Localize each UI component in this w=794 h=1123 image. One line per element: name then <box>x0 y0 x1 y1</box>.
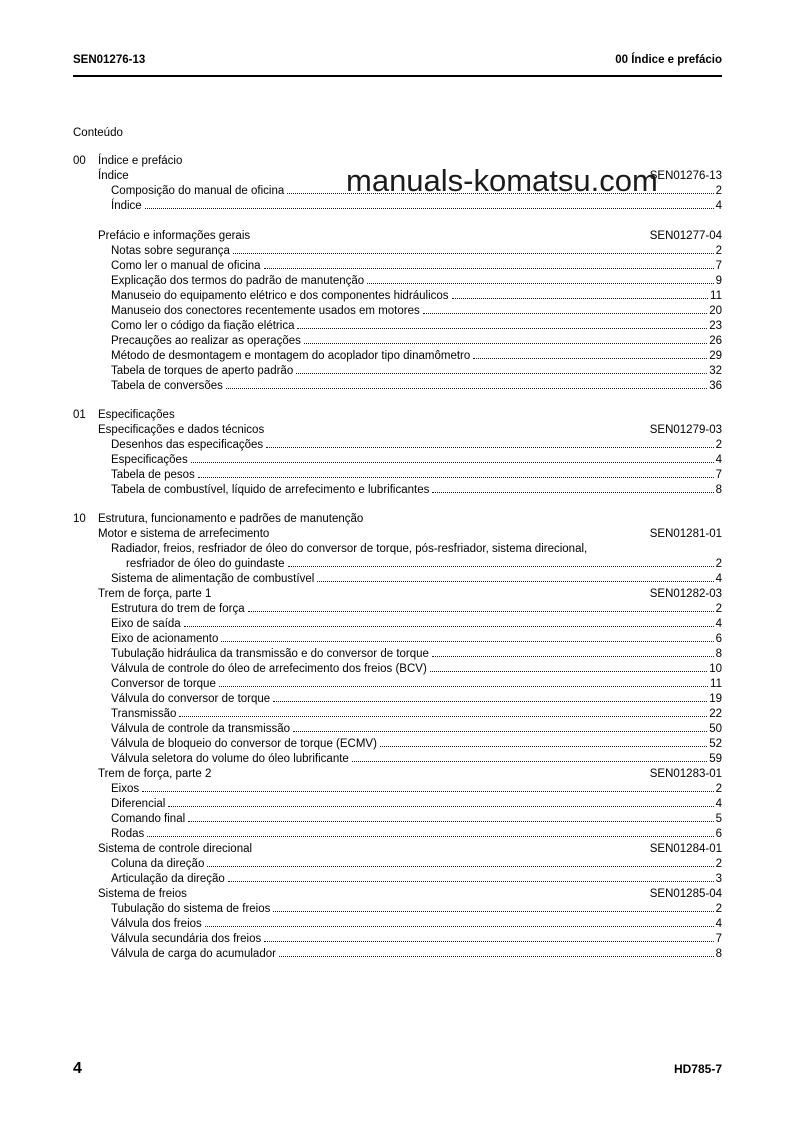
entry-label: Eixo de saída <box>111 618 181 630</box>
watermark-text: manuals-komatsu.com <box>346 163 658 198</box>
entry-page-number: 8 <box>715 648 722 660</box>
toc-entry <box>98 334 722 349</box>
chapter-title: Especificações <box>98 409 175 421</box>
toc-section <box>73 842 722 887</box>
section-heading <box>98 767 722 782</box>
dot-leader <box>145 208 714 209</box>
dot-leader <box>264 941 713 942</box>
section-heading <box>98 229 722 244</box>
entry-label: Válvula de carga do acumulador <box>111 948 276 960</box>
section-code: SEN01284-01 <box>649 843 722 855</box>
dot-leader <box>296 373 707 374</box>
chapter-number: 10 <box>73 513 86 525</box>
toc-entry <box>98 782 722 797</box>
dot-leader <box>367 283 713 284</box>
section-title: Especificações e dados técnicos <box>98 424 265 436</box>
entry-page-number: 2 <box>715 903 722 915</box>
entry-page-number: 2 <box>715 245 722 257</box>
toc-entry <box>98 872 722 887</box>
chapter-number: 01 <box>73 409 86 421</box>
entry-page-number: 22 <box>709 708 722 720</box>
toc-entry <box>98 737 722 752</box>
entry-page-number: 2 <box>715 558 722 570</box>
entry-label: Diferencial <box>111 798 166 810</box>
dot-leader <box>168 806 713 807</box>
toc-entry <box>98 677 722 692</box>
toc-entry <box>98 364 722 379</box>
section-title: Sistema de controle direcional <box>98 843 253 855</box>
dot-leader <box>317 581 713 582</box>
entry-page-number: 6 <box>715 828 722 840</box>
entry-page-number: 4 <box>715 573 722 585</box>
entry-label: resfriador de óleo do guindaste <box>126 558 285 570</box>
dot-leader <box>380 746 707 747</box>
dot-leader <box>147 836 713 837</box>
entry-label: Índice <box>111 200 142 212</box>
dot-leader <box>352 761 707 762</box>
footer-model-code: HD785-7 <box>673 1062 722 1076</box>
section-heading <box>98 842 722 857</box>
entry-page-number: 10 <box>709 663 722 675</box>
toc-entry <box>98 274 722 289</box>
entry-page-number: 4 <box>715 454 722 466</box>
section-title: Prefácio e informações gerais <box>98 230 251 242</box>
toc-entry <box>98 722 722 737</box>
entry-label: Eixos <box>111 783 140 795</box>
entry-page-number: 4 <box>715 200 722 212</box>
entry-page-number: 19 <box>709 693 722 705</box>
entry-label: Tubulação do sistema de freios <box>111 903 271 915</box>
entry-label: Método de desmontagem e montagem do acoplador tipo dinamômetro <box>111 350 471 362</box>
toc-entry <box>98 932 722 947</box>
entry-label: Válvula secundária dos freios <box>111 933 262 945</box>
toc-entry <box>98 707 722 722</box>
dot-leader <box>179 716 707 717</box>
toc-section <box>73 587 722 767</box>
section-code: SEN01283-01 <box>649 768 722 780</box>
dot-leader <box>264 268 714 269</box>
toc-entry <box>98 857 722 872</box>
entry-page-number: 4 <box>715 618 722 630</box>
entry-page-number: 26 <box>709 335 722 347</box>
toc-section <box>73 767 722 842</box>
entry-label: Articulação da direção <box>111 873 225 885</box>
entry-page-number: 2 <box>715 783 722 795</box>
entry-page-number: 2 <box>715 185 722 197</box>
entry-label: Tabela de combustível, líquido de arrefecimento e lubrificantes <box>111 484 430 496</box>
entry-page-number: 11 <box>710 290 722 302</box>
entry-label: Desenhos das especificações <box>111 439 264 451</box>
dot-leader <box>304 343 707 344</box>
toc-section <box>73 229 722 394</box>
toc-entry <box>98 947 722 962</box>
dot-leader <box>188 821 713 822</box>
toc-entry <box>98 662 722 677</box>
dot-leader <box>191 462 714 463</box>
dot-leader <box>221 641 713 642</box>
section-title: Motor e sistema de arrefecimento <box>98 528 270 540</box>
section-code: SEN01276-13 <box>649 170 722 182</box>
toc-entry <box>98 319 722 334</box>
page-header <box>73 53 722 77</box>
section-code: SEN01285-04 <box>649 888 722 900</box>
dot-leader <box>452 298 709 299</box>
section-title: Trem de força, parte 2 <box>98 768 212 780</box>
toc-entry <box>98 752 722 767</box>
entry-label: Especificações <box>111 454 188 466</box>
section-title: Trem de força, parte 1 <box>98 588 212 600</box>
chapter-heading <box>73 408 722 423</box>
entry-page-number: 8 <box>715 484 722 496</box>
entry-label: Tabela de pesos <box>111 469 195 481</box>
entry-page-number: 3 <box>715 873 722 885</box>
entry-label: Precauções ao realizar as operações <box>111 335 301 347</box>
entry-label: Composição do manual de oficina <box>111 185 285 197</box>
entry-label: Coluna da direção <box>111 858 205 870</box>
dot-leader <box>248 611 714 612</box>
chapter-title: Índice e prefácio <box>98 155 183 167</box>
section-title: Índice <box>98 170 129 182</box>
entry-label: Sistema de alimentação de combustível <box>111 573 315 585</box>
dot-leader <box>142 791 713 792</box>
dot-leader <box>288 566 714 567</box>
dot-leader <box>273 911 713 912</box>
section-code: SEN01279-03 <box>649 424 722 436</box>
entry-label: Conversor de torque <box>111 678 216 690</box>
toc-entry <box>98 602 722 617</box>
dot-leader <box>219 686 708 687</box>
dot-leader <box>184 626 714 627</box>
entry-label: Como ler o código da fiação elétrica <box>111 320 295 332</box>
section-heading <box>98 423 722 438</box>
entry-page-number: 4 <box>715 918 722 930</box>
contents-title: Conteúdo <box>73 127 123 139</box>
chapter-title: Estrutura, funcionamento e padrões de manutenção <box>98 513 364 525</box>
dot-leader <box>198 477 714 478</box>
toc-section <box>73 887 722 962</box>
toc-entry <box>98 917 722 932</box>
dot-leader <box>432 656 714 657</box>
header-chapter-label: 00 Índice e prefácio <box>615 54 722 66</box>
entry-page-number: 52 <box>709 738 722 750</box>
entry-label: Válvula do conversor de torque <box>111 693 271 705</box>
section-heading <box>98 587 722 602</box>
dot-leader <box>266 447 713 448</box>
dot-leader <box>473 358 707 359</box>
dot-leader <box>297 328 707 329</box>
toc-entry <box>98 797 722 812</box>
toc-chapter <box>73 512 722 962</box>
entry-label: Tabela de conversões <box>111 380 223 392</box>
toc-entry <box>98 438 722 453</box>
section-code: SEN01282-03 <box>649 588 722 600</box>
section-title: Sistema de freios <box>98 888 187 900</box>
toc-entry <box>98 632 722 647</box>
section-heading <box>98 887 722 902</box>
dot-leader <box>207 866 713 867</box>
toc-entry <box>98 902 722 917</box>
entry-page-number: 6 <box>715 633 722 645</box>
entry-page-number: 23 <box>709 320 722 332</box>
section-code: SEN01277-04 <box>649 230 722 242</box>
entry-page-number: 2 <box>715 858 722 870</box>
toc-entry <box>98 617 722 632</box>
toc-entry-continuation <box>98 557 722 572</box>
table-of-contents <box>73 126 722 962</box>
entry-page-number: 7 <box>715 933 722 945</box>
dot-leader <box>226 388 707 389</box>
entry-label: Válvula dos freios <box>111 918 202 930</box>
entry-page-number: 11 <box>710 678 722 690</box>
dot-leader <box>233 253 714 254</box>
toc-entry <box>98 453 722 468</box>
section-code: SEN01281-01 <box>649 528 722 540</box>
entry-page-number: 20 <box>709 305 722 317</box>
entry-page-number: 7 <box>715 260 722 272</box>
toc-entry <box>98 304 722 319</box>
dot-leader <box>279 956 714 957</box>
toc-entry <box>98 812 722 827</box>
toc-entry <box>98 289 722 304</box>
entry-label: Como ler o manual de oficina <box>111 260 261 272</box>
entry-label: Rodas <box>111 828 145 840</box>
chapter-heading <box>73 512 722 527</box>
toc-entry <box>98 259 722 274</box>
toc-entry <box>98 244 722 259</box>
toc-entry <box>98 199 722 214</box>
dot-leader <box>432 492 713 493</box>
entry-label: Transmissão <box>111 708 177 720</box>
dot-leader <box>293 731 707 732</box>
toc-section <box>73 423 722 498</box>
entry-page-number: 59 <box>709 753 722 765</box>
entry-page-number: 9 <box>715 275 722 287</box>
toc-entry <box>98 827 722 842</box>
entry-label: Manuseio do equipamento elétrico e dos componentes hidráulicos <box>111 290 449 302</box>
entry-page-number: 2 <box>715 439 722 451</box>
dot-leader <box>430 671 707 672</box>
entry-label: Válvula de bloqueio do conversor de torque (ECMV) <box>111 738 377 750</box>
entry-label: Válvula seletora do volume do óleo lubrificante <box>111 753 349 765</box>
toc-entry <box>98 349 722 364</box>
entry-label: Estrutura do trem de força <box>111 603 245 615</box>
toc-entry <box>98 692 722 707</box>
chapter-list <box>73 154 722 962</box>
entry-label: Válvula de controle da transmissão <box>111 723 290 735</box>
dot-leader <box>273 701 707 702</box>
entry-label: Eixo de acionamento <box>111 633 219 645</box>
dot-leader <box>228 881 714 882</box>
entry-page-number: 5 <box>715 813 722 825</box>
toc-entry <box>98 647 722 662</box>
entry-label: Tabela de torques de aperto padrão <box>111 365 294 377</box>
entry-page-number: 32 <box>709 365 722 377</box>
entry-page-number: 4 <box>715 798 722 810</box>
entry-label: Notas sobre segurança <box>111 245 230 257</box>
toc-entry <box>98 468 722 483</box>
entry-label: Válvula de controle do óleo de arrefecimento dos freios (BCV) <box>111 663 427 675</box>
entry-page-number: 36 <box>709 380 722 392</box>
toc-entry <box>98 572 722 587</box>
toc-entry-wrapped-line: Radiador, freios, resfriador de óleo do conversor de torque, pós-resfriador, sistema direcional, <box>111 543 588 555</box>
chapter-number: 00 <box>73 155 86 167</box>
entry-page-number: 7 <box>715 469 722 481</box>
entry-label: Explicação dos termos do padrão de manutenção <box>111 275 365 287</box>
entry-page-number: 2 <box>715 603 722 615</box>
entry-page-number: 50 <box>709 723 722 735</box>
page-footer <box>73 1060 722 1078</box>
toc-chapter <box>73 408 722 498</box>
entry-label: Manuseio dos conectores recentemente usados em motores <box>111 305 420 317</box>
toc-entry <box>98 379 722 394</box>
entry-page-number: 29 <box>709 350 722 362</box>
section-heading <box>98 527 722 542</box>
entry-label: Tubulação hidráulica da transmissão e do conversor de torque <box>111 648 429 660</box>
toc-entry <box>98 483 722 498</box>
footer-page-number: 4 <box>73 1060 82 1077</box>
dot-leader <box>205 926 714 927</box>
entry-page-number: 8 <box>715 948 722 960</box>
toc-section <box>73 527 722 587</box>
dot-leader <box>423 313 707 314</box>
header-doc-code: SEN01276-13 <box>73 54 146 66</box>
entry-label: Comando final <box>111 813 186 825</box>
